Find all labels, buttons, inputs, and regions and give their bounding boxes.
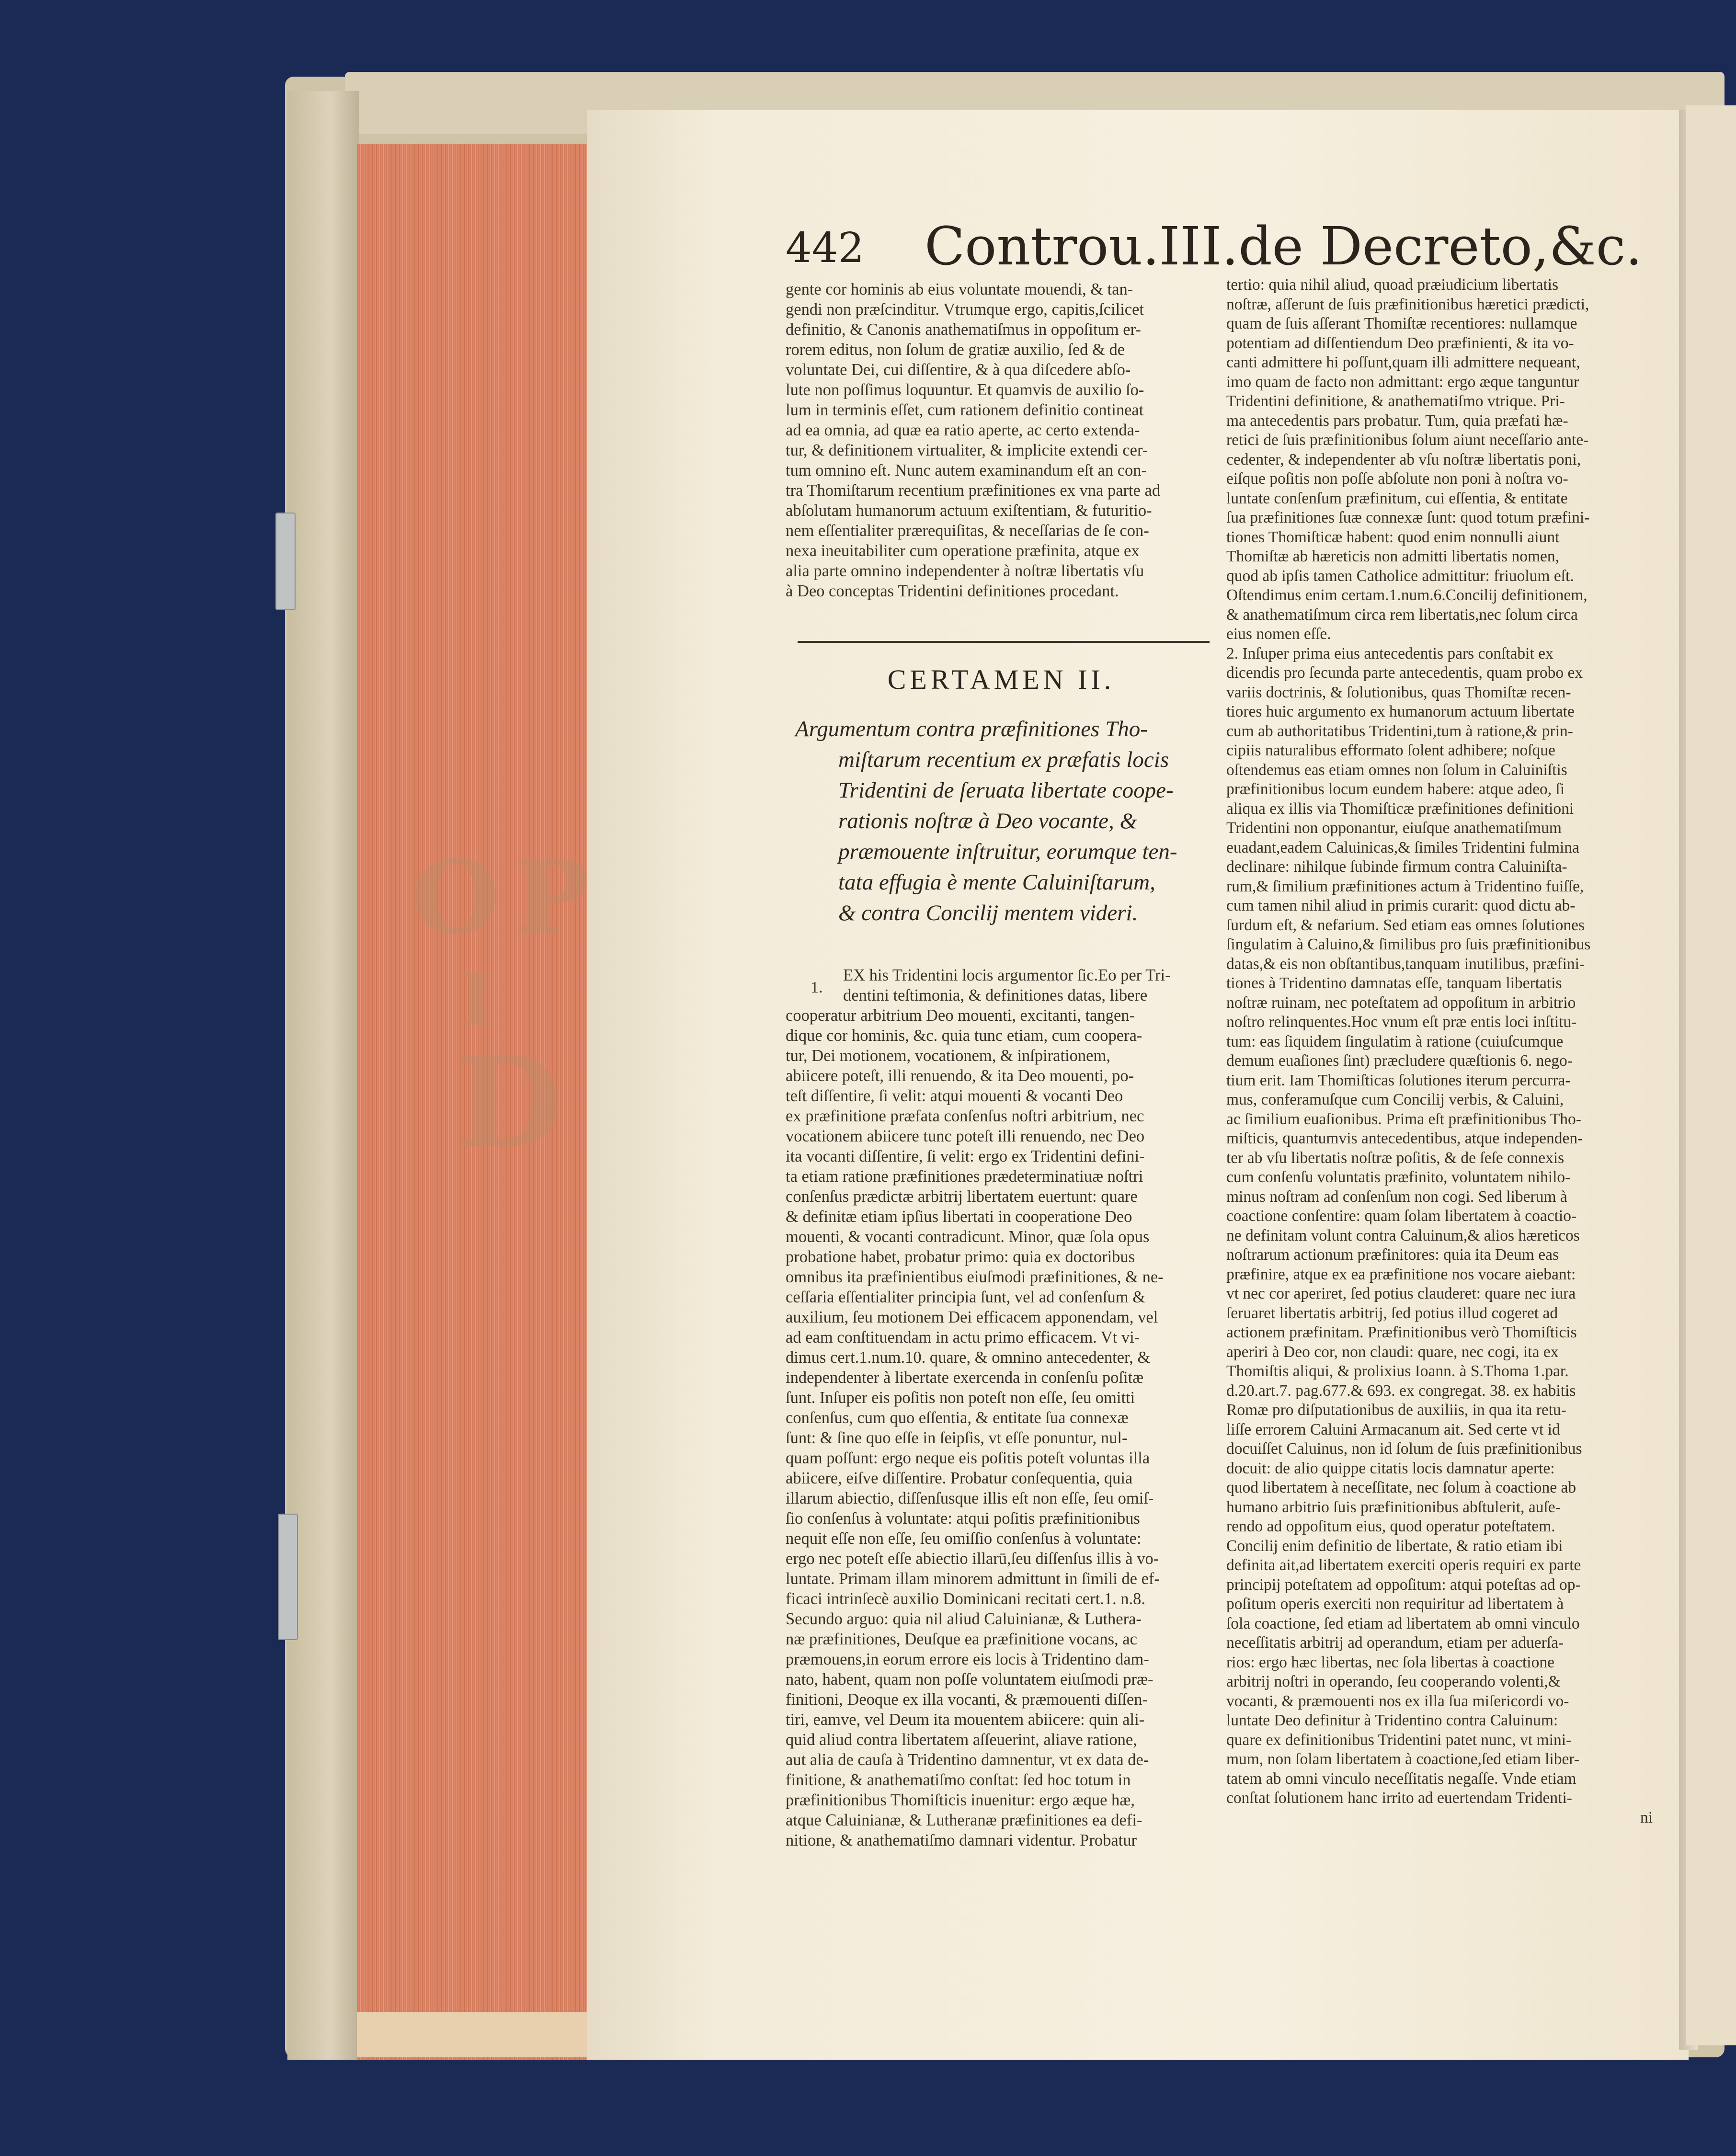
- text-line: Thomiſtæ ab hæreticis non admitti libertatis nomen,: [1226, 548, 1560, 565]
- text-line: luntate conſenſum præfinitum, cui eſſentia, & entitate: [1226, 489, 1568, 507]
- text-line: luntate. Primam illam minorem admittunt in ſimili de ef-: [786, 1570, 1160, 1588]
- text-line: cipiis naturalibus efformato ſolent adhibere; noſque: [1226, 741, 1555, 759]
- text-line: cedenter, & independenter ab vſu noſtræ libertatis poni,: [1226, 450, 1581, 468]
- text-line: à Deo conceptas Tridentini definitiones procedant.: [786, 582, 1119, 600]
- text-line: dimus cert.1.num.10. quare, & omnino antecedenter, &: [786, 1348, 1151, 1367]
- book-board-edge: [287, 91, 359, 2060]
- text-line: retici de ſuis præfinitionibus ſolum aiunt neceſſario ante-: [1226, 431, 1589, 449]
- text-line: tatem ab omni vinculo neceſſitatis negaſſe. Vnde etiam: [1226, 1769, 1576, 1788]
- text-line: tur, Dei motionem, vocationem, & inſpirationem,: [786, 1047, 1110, 1065]
- text-line: atque Caluinianæ, & Lutheranæ præfinitiones ea defi-: [786, 1811, 1142, 1829]
- text-line: aperiri à Deo cor, non claudi: quare, nec cogi, ita ex: [1226, 1343, 1559, 1361]
- argument-line: & contra Concilij mentem videri.: [838, 901, 1138, 925]
- text-line: eiſque poſitis non poſſe abſolute non poni à noſtra vo-: [1226, 470, 1568, 488]
- text-line: d.20.art.7. pag.677.& 693. ex congregat. 38. ex habitis: [1226, 1381, 1576, 1400]
- text-line: Oſtendimus enim certam.1.num.6.Concilij definitionem,: [1226, 586, 1588, 604]
- text-line: noſtræ ruinam, nec poteſtatem ad oppoſitum in arbitrio: [1226, 993, 1576, 1012]
- text-line: Romæ pro diſputationibus de auxiliis, in qua ita retu-: [1226, 1401, 1566, 1419]
- running-title: Controu.III.de Decreto,&c.: [925, 216, 1643, 277]
- text-line: noſtrarum actionum præfinitores: quia ita Deum eas: [1226, 1246, 1559, 1264]
- text-line: tiones Thomiſticæ habent: quod enim nonnulli aiunt: [1226, 528, 1560, 546]
- text-line: rios: ergo hæc libertas, nec ſola libertas à coactione: [1226, 1653, 1554, 1671]
- text-line: poſitum operis exerciti non requiritur ad libertatem à: [1226, 1595, 1564, 1613]
- text-line: auxilium, ſeu motionem Dei efficacem apponendam, vel: [786, 1308, 1158, 1326]
- text-line: ſua præfinitiones ſuæ connexæ ſunt: quod totum præfini-: [1226, 509, 1590, 526]
- text-line: & definitæ etiam ipſius libertati in cooperatione Deo: [786, 1208, 1132, 1226]
- text-line: miſticis, quantumvis antecedentibus, atque independen-: [1226, 1129, 1583, 1147]
- text-line: humano arbitrio ſuis præfinitionibus abſtulerit, auſe-: [1226, 1498, 1561, 1516]
- argument-line: præmouente inſtruitur, eorumque ten-: [838, 839, 1177, 864]
- text-line: ma antecedentis pars probatur. Tum, quia præfati hæ-: [1226, 411, 1568, 430]
- text-line: lum in terminis eſſet, cum rationem definitio contineat: [786, 401, 1144, 419]
- text-line: definitio, & Canonis anathematiſmus in oppoſitum er-: [786, 320, 1141, 339]
- text-line: dentini teſtimonia, & definitiones datas, libere: [843, 986, 1148, 1004]
- text-line: abiicere poteſt, illi renuendo, & ita Deo mouenti, po-: [786, 1067, 1134, 1085]
- text-line: ad ea omnia, ad quæ ea ratio aperte, ac certo extenda-: [786, 421, 1140, 439]
- show-through-ink: I: [460, 958, 494, 1042]
- text-line: tertio: quia nihil aliud, quoad præiudicium libertatis: [1226, 276, 1559, 294]
- text-line: potentiam ad diſſentiendum Deo præfinienti, & ita vo-: [1226, 334, 1574, 352]
- text-line: næ præfinitiones, Deuſque ea præfinitione vocans, ac: [786, 1630, 1137, 1648]
- text-line: quid aliud contra libertatem aſſeuerint, aliave ratione,: [786, 1731, 1137, 1749]
- text-line: mus, conferamuſque cum Concilij verbis, & Caluini,: [1226, 1091, 1564, 1108]
- text-line: actionem præfinitam. Præfinitionibus verò Thomiſticis: [1226, 1323, 1577, 1341]
- left-column-top-text: [786, 279, 1212, 601]
- text-line: independenter à libertate exercenda in conſenſu poſitæ: [786, 1369, 1144, 1387]
- text-line: cooperatur arbitrium Deo mouenti, excitanti, tangen-: [786, 1006, 1135, 1025]
- text-line: finitioni, Deoque ex illa vocanti, & præmouenti diſſen-: [786, 1690, 1148, 1709]
- text-line: gente cor hominis ab eius voluntate mouendi, & tan-: [786, 280, 1133, 298]
- text-line: ne definitam volunt contra Caluinum,& alios hæreticos: [1226, 1226, 1580, 1244]
- text-line: datas,& eis non obſtantibus,tanquam inutilibus, præfini-: [1226, 955, 1585, 973]
- text-line: nequit eſſe non eſſe, ſeu omiſſio conſenſus à voluntate:: [786, 1529, 1142, 1548]
- text-line: Concilij enim definitio de libertate, & ratio etiam ibi: [1226, 1537, 1563, 1555]
- text-line: voluntate Dei, cui diſſentire, & à qua diſcedere abſo-: [786, 361, 1131, 379]
- text-line: tum omnino eſt. Nunc autem examinandum eſt an con-: [786, 461, 1147, 479]
- text-line: & anathematiſmum circa rem libertatis,nec ſolum circa: [1226, 605, 1578, 624]
- text-line: abiicere, eiſve diſſentire. Probatur conſequentia, quia: [786, 1469, 1133, 1487]
- text-line: ſingulatim à Caluino,& ſimilibus pro ſuis præfinitionibus: [1226, 935, 1591, 953]
- text-line: gendi non præſcinditur. Vtrumque ergo, capitis,ſcilicet: [786, 300, 1144, 319]
- text-line: rum,& ſimilium præfinitiones actum à Tridentino fuiſſe,: [1226, 877, 1584, 895]
- text-line: cum ab authoritatibus Tridentini,tum à ratione,& prin-: [1226, 722, 1573, 740]
- text-line: imo quam de facto non admittant: ergo æque tanguntur: [1226, 373, 1579, 391]
- text-line: mouenti, & vocanti contradicunt. Minor, quæ ſola opus: [786, 1228, 1150, 1246]
- text-line: tium erit. Iam Thomiſticas ſolutiones iterum percurra-: [1226, 1071, 1571, 1089]
- text-line: ad eam conſtituendam in actu primo efficacem. Vt vi-: [786, 1328, 1140, 1346]
- text-line: quam de ſuis aſſerant Thomiſtæ recentiores: nullamque: [1226, 315, 1577, 332]
- text-line: euadant,eadem Caluinicas,& ſimiles Tridentini fulmina: [1226, 838, 1579, 856]
- text-line: teſt diſſentire, ſi velit: atqui mouenti & vocanti Deo: [786, 1087, 1123, 1105]
- text-line: Secundo arguo: quia nil aliud Caluinianæ, & Luthera-: [786, 1610, 1142, 1628]
- text-line: noſtro relinquentes.Hoc vnum eſt præ entis loci inſtitu-: [1226, 1013, 1577, 1031]
- text-line: conſtat ſolutionem hanc irrito ad euertendam Tridenti-: [1226, 1789, 1572, 1807]
- text-line: ſurdum eſt, & nefarium. Sed etiam eas omnes ſolutiones: [1226, 916, 1585, 934]
- text-line: quod ab ipſis tamen Catholice admittitur: friuolum eſt.: [1226, 567, 1574, 585]
- text-line: 2. Inſuper prima eius antecedentis pars conſtabit ex: [1226, 644, 1553, 662]
- clasp-top: [275, 513, 296, 610]
- text-line: alia parte omnino independenter à noſtræ libertatis vſu: [786, 562, 1144, 580]
- text-line: definita ait,ad libertatem exerciti operis requiri ex parte: [1226, 1556, 1581, 1574]
- text-line: eius nomen eſſe.: [1226, 625, 1331, 643]
- text-line: quam poſſunt: ergo neque eis poſitis poteſt voluntas illa: [786, 1449, 1150, 1467]
- text-line: tiores huic argumento ex humanorum actuum libertate: [1226, 703, 1575, 720]
- text-line: ſeruaret libertatis arbitrij, ſed potius illud cogeret ad: [1226, 1304, 1558, 1322]
- text-line: conſenſus, cum quo eſſentia, & entitate ſua connexæ: [786, 1409, 1129, 1427]
- argument-line: miſtarum recentium ex præfatis locis: [838, 747, 1169, 772]
- text-line: ſunt. Inſuper eis poſitis non poteſt non eſſe, ſeu omitti: [786, 1389, 1135, 1407]
- text-line: ex præfinitione præfata conſenſus noſtri arbitrium, nec: [786, 1107, 1144, 1125]
- text-line: Tridentini definitione, & anathematiſmo vtrique. Pri-: [1226, 392, 1565, 410]
- text-line: tiri, eamve, vel Deum ita mouentem abiicere: quin ali-: [786, 1711, 1145, 1729]
- text-line: nexa ineuitabiliter cum operatione præfinita, atque ex: [786, 542, 1140, 560]
- text-line: ficaci intrinſecè auxilio Dominicani recitati cert.1. n.8.: [786, 1590, 1146, 1608]
- text-line: oſtendemus eas etiam omnes non ſolum in Caluiniſtis: [1226, 761, 1567, 779]
- clasp-bottom: [278, 1514, 298, 1640]
- left-column-body: [786, 965, 1212, 1850]
- text-line: aliqua ex illis via Thomiſticæ præfinitiones definitioni: [1226, 799, 1574, 818]
- text-line: neceſſitatis arbitrij ad operandum, etiam per aduerſa-: [1226, 1634, 1564, 1652]
- running-head: [786, 216, 1643, 278]
- text-line: variis doctrinis, & ſolutionibus, quas Thomiſtæ recen-: [1226, 683, 1571, 701]
- text-line: quod libertatem à neceſſitate, nec ſolum à coactione ab: [1226, 1479, 1576, 1496]
- text-line: præmouens,in eorum errore eis locis à Tridentino dam-: [786, 1650, 1149, 1668]
- text-line: coactione conſentire: quam ſolam libertatem à coactio-: [1226, 1207, 1577, 1225]
- text-line: EX his Tridentini locis argumentor ſic.Eo per Tri-: [843, 966, 1171, 984]
- text-line: ita vocanti diſſentire, ſi velit: ergo ex Tridentini defini-: [786, 1147, 1145, 1165]
- page-number: 442: [786, 224, 865, 272]
- text-line: rendo ad oppoſitum eius, quod operatur poteſtatem.: [1226, 1517, 1555, 1535]
- section-heading: CERTAMEN II.: [887, 664, 1115, 695]
- text-line: ceſſaria eſſentialiter principia ſunt, vel ad conſenſum &: [786, 1288, 1146, 1306]
- text-line: vocanti, & præmouenti nos ex illa ſua miſericordi vo-: [1226, 1692, 1569, 1710]
- text-line: dique cor hominis, &c. quia tunc etiam, cum coopera-: [786, 1027, 1142, 1045]
- text-line: tur, & definitionem virtualiter, & implicite extendi cer-: [786, 441, 1148, 459]
- paragraph-number: 1.: [811, 979, 823, 996]
- text-line: præfinitionibus locum eundem habere: atque adeo, ſi: [1226, 780, 1565, 798]
- text-line: præfinitionibus Thomiſticis inuenitur: ergo æque hæ,: [786, 1791, 1135, 1809]
- text-line: omnibus ita præfinientibus eiuſmodi præfinitiones, & ne-: [786, 1268, 1164, 1286]
- argument-line: rationis noſtræ à Deo vocante, &: [838, 809, 1138, 833]
- text-line: lute non poſſimus loquuntur. Et quamvis de auxilio ſo-: [786, 381, 1144, 399]
- text-line: canti admittere hi poſſunt,quam illi admittere nequeant,: [1226, 354, 1580, 371]
- facing-page-edge: [1686, 105, 1736, 2045]
- text-line: dicendis pro ſecunda parte antecedentis, quam probo ex: [1226, 664, 1583, 682]
- text-line: conſenſus prædictæ arbitrij libertatem euertunt: quare: [786, 1187, 1138, 1206]
- text-line: cum conſenſu voluntatis præfinito, voluntatem nihilo-: [1226, 1168, 1571, 1186]
- text-line: tra Thomiſtarum recentium præfinitiones ex vna parte ad: [786, 481, 1161, 500]
- text-line: principij poteſtatem ad oppoſitum: atqui poteſtas ad op-: [1226, 1575, 1581, 1594]
- text-line: docuiſſet Caluinus, non id ſolum de ſuis præfinitionibus: [1226, 1440, 1582, 1458]
- text-line: noſtræ, aſſerunt de ſuis præfinitionibus hæretici prædicti,: [1226, 295, 1589, 313]
- argument-line: tata effugia è mente Caluiniſtarum,: [838, 870, 1155, 895]
- right-column: [1226, 275, 1653, 1827]
- text-line: vocationem abiicere tunc poteſt illi renuendo, nec Deo: [786, 1127, 1145, 1145]
- argument-line: Argumentum contra præfinitiones Tho-: [795, 717, 1148, 741]
- text-line: finitione, & anathematiſmo conſtat: ſed hoc totum in: [786, 1771, 1131, 1789]
- text-line: ſola coactione, ſed etiam ad libertatem ab omni vinculo: [1226, 1614, 1580, 1632]
- text-line: declinare: nihilque ſubinde firmum contra Caluiniſta-: [1226, 858, 1567, 876]
- text-line: nato, habent, quam non poſſe voluntatem eiuſmodi præ-: [786, 1670, 1154, 1688]
- text-line: tiones à Tridentino damnatas eſſe, tanquam libertatis: [1226, 974, 1562, 992]
- text-line: ſio conſenſus à voluntate: atqui poſitis præfinitionibus: [786, 1509, 1140, 1528]
- text-line: arbitrij noſtri in operando, ſeu cooperando volenti,&: [1226, 1673, 1561, 1690]
- text-line: docuit: de alio quippe citatis locis damnatur aperte:: [1226, 1459, 1555, 1477]
- section-argument: [795, 714, 1217, 928]
- text-line: cum tamen nihil aliud in primis curarit: quod dictu ab-: [1226, 897, 1576, 914]
- text-line: ergo nec poteſt eſſe abiectio illarū,ſeu diſſenſus illis à vo-: [786, 1550, 1159, 1568]
- text-line: nitione, & anathematiſmo damnari videntur. Probatur: [786, 1831, 1137, 1849]
- text-line: rorem editus, non ſolum de gratiæ auxilio, ſed & de: [786, 341, 1125, 359]
- text-line: ta etiam ratione præfinitiones prædeterminatiuæ noſtri: [786, 1167, 1143, 1186]
- text-line: ac ſimilium euaſionibus. Prima eſt præfinitionibus Tho-: [1226, 1110, 1581, 1128]
- text-line: abſolutam humanorum actuum exiſtentiam, & futuritio-: [786, 502, 1152, 520]
- text-line: luntate Deo definitur à Tridentino contra Caluinum:: [1226, 1711, 1558, 1729]
- text-line: tum: eas ſiquidem ſingulatim à ratione (cuiuſcumque: [1226, 1032, 1564, 1050]
- text-line: liſſe errorem Caluini Armacanum ait. Sed certe vt id: [1226, 1420, 1560, 1438]
- text-line: ter ab vſu libertatis noſtræ poſitis, & de ſeſe connexis: [1226, 1149, 1565, 1167]
- text-line: quare ex definitionibus Tridentini patet nunc, vt mini-: [1226, 1731, 1572, 1749]
- text-line: probatione habet, probatur primo: quia ex doctoribus: [786, 1248, 1135, 1266]
- text-line: Thomiſtis aliqui, & prolixius Ioann. à S.Thoma 1.par.: [1226, 1362, 1569, 1380]
- text-line: minus noſtram ad conſenſum non cogi. Sed liberum à: [1226, 1187, 1567, 1206]
- text-line: demum euaſiones ſint) præcludere quæſtionis 6. nego-: [1226, 1052, 1573, 1070]
- catchword: ni: [1640, 1808, 1653, 1826]
- show-through-ink: D: [455, 1030, 563, 1176]
- text-line: Tridentini non opponantur, eiuſque anathematiſmum: [1226, 819, 1562, 837]
- text-line: ſunt: & ſine quo eſſe in ſeipſis, vt eſſe ponuntur, nul-: [786, 1429, 1128, 1447]
- section-divider: [798, 641, 1210, 643]
- text-line: mum, non ſolam libertatem à coactione,ſed etiam liber-: [1226, 1750, 1579, 1768]
- text-line: nem eſſentialiter prærequiſitas, & neceſſarias de ſe con-: [786, 522, 1149, 540]
- text-line: vt nec cor aperiret, ſed potius clauderet: quare nec iura: [1226, 1285, 1576, 1302]
- text-line: illarum abiectio, diſſenſusque illis eſt non eſſe, ſeu omiſ-: [786, 1489, 1154, 1507]
- argument-line: Tridentini de ſeruata libertate coope-: [838, 778, 1174, 803]
- text-line: præfinire, atque ex ea præfinitione nos vocare aiebant:: [1226, 1265, 1576, 1283]
- show-through-ink: OP: [412, 838, 604, 957]
- text-line: aut alia de cauſa à Tridentino damnentur, vt ex data de-: [786, 1751, 1149, 1769]
